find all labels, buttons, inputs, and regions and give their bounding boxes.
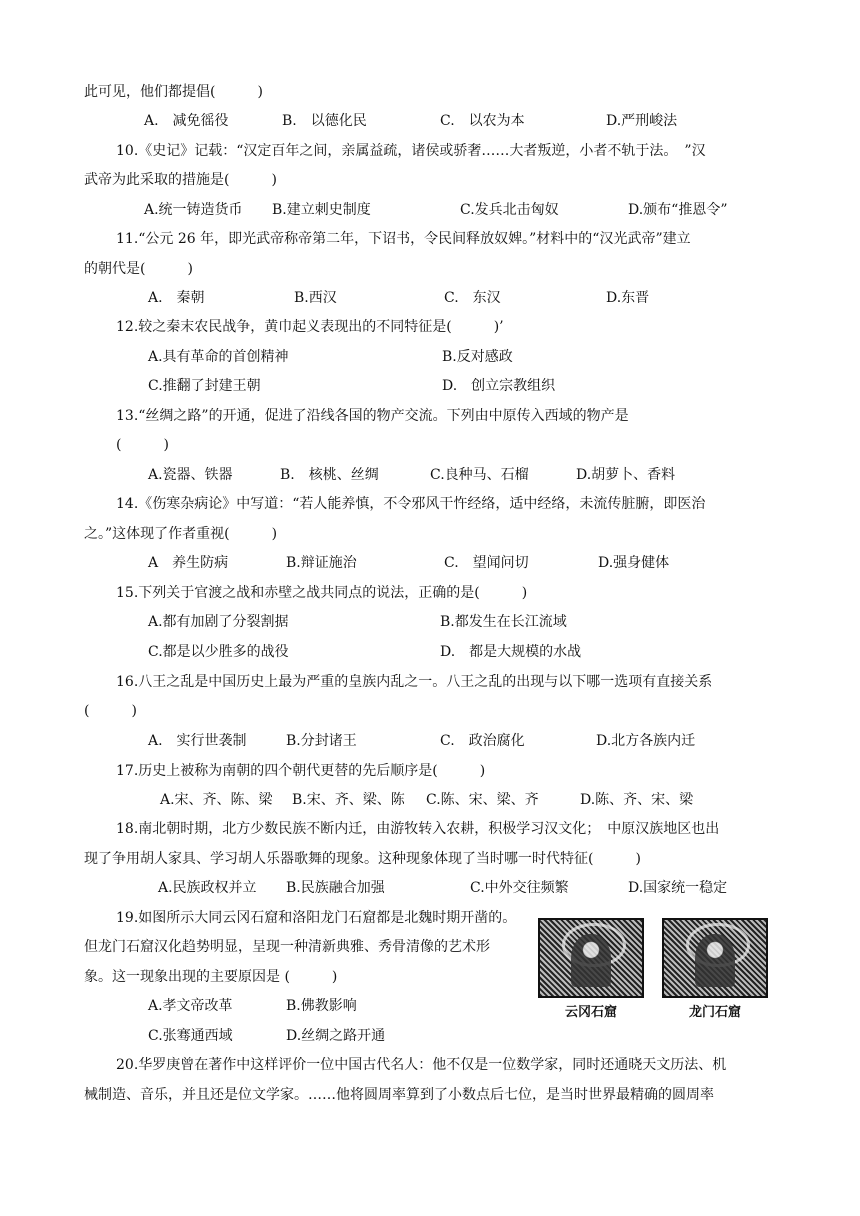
option-q13-a: A.瓷器、铁器: [148, 467, 233, 483]
option-q15-a: A.都有加剧了分裂割据: [148, 614, 289, 630]
question-13: 13.“丝绸之路”的开通，促进了沿线各国的物产交流。下列由中原传入西域的物产是: [116, 408, 629, 424]
grotto-figure: [536, 916, 772, 1028]
option-q19-a: A.孝文帝改革: [148, 998, 233, 1014]
option-q15-d: D. 都是大规模的水战: [440, 644, 582, 660]
option-q10-d: D.颁布“推恩令”: [628, 202, 728, 218]
question-10: 10.《史记》记载：“汉定百年之间，亲属益疏，诸侯或骄奢……大者叛逆，小者不轨于法。 ”汉: [116, 143, 706, 159]
option-q11-d: D.东晋: [606, 290, 650, 306]
option-q14-d: D.强身健体: [598, 555, 670, 571]
question-14: 14.《伤寒杂病论》中写道：“若人能养慎，不令邪风干忤经络，适中经络，未流传脏腑，即医治: [116, 496, 706, 512]
question-text-line: 此可见，他们都提倡( ): [84, 84, 263, 100]
option-q9-a: A. 减免徭役: [144, 113, 229, 129]
option-q10-a: A.统一铸造货币: [144, 202, 243, 218]
option-q16-d: D.北方各族内迁: [596, 733, 696, 749]
option-q14-b: B.辩证施治: [286, 555, 357, 571]
option-q10-c: C.发兵北击匈奴: [460, 202, 559, 218]
yungang-caption: 云冈石窟: [564, 1005, 617, 1020]
option-q17-a: A.宋、齐、陈、梁: [160, 792, 273, 808]
question-10-cont: 武帝为此采取的措施是( ): [84, 172, 277, 188]
question-20-cont: 械制造、音乐，并且还是位文学家。……他将圆周率算到了小数点后七位，是当时世界最精确的圆周率: [84, 1087, 714, 1103]
option-q19-c: C.张骞通西域: [148, 1028, 233, 1044]
option-q13-c: C.良种马、石榴: [430, 467, 529, 483]
option-q16-c: C. 政治腐化: [440, 733, 525, 749]
option-q11-c: C. 东汉: [444, 290, 501, 306]
option-q13-d: D.胡萝卜、香料: [576, 467, 676, 483]
option-q14-c: C. 望闻问切: [444, 555, 529, 571]
option-q10-b: B.建立刺史制度: [272, 202, 371, 218]
option-q18-d: D.国家统一稳定: [628, 880, 728, 896]
option-q18-c: C.中外交往频繁: [470, 880, 569, 896]
question-15: 15.下列关于官渡之战和赤壁之战共同点的说法，正确的是( ): [116, 585, 528, 601]
question-19-cont2: 象。这一现象出现的主要原因是 ( ): [84, 969, 338, 985]
question-13-cont: ( ): [116, 437, 169, 453]
question-11-cont: 的朝代是( ): [84, 261, 193, 277]
yungang-grotto-photo: [538, 918, 644, 998]
option-q17-d: D.陈、齐、宋、梁: [580, 792, 694, 808]
question-14-cont: 之。”这体现了作者重视( ): [84, 526, 278, 542]
option-q14-a: A 养生防病: [148, 555, 229, 571]
option-q17-b: B.宋、齐、梁、陈: [292, 792, 405, 808]
option-q19-b: B.佛教影响: [286, 998, 357, 1014]
option-q9-c: C. 以农为本: [440, 113, 525, 129]
question-16-cont: ( ): [84, 703, 137, 719]
longmen-caption: 龙门石窟: [688, 1005, 741, 1020]
option-q15-b: B.都发生在长江流域: [440, 614, 567, 630]
option-q17-c: C.陈、宋、梁、齐: [426, 792, 539, 808]
option-q12-d: D. 创立宗教组织: [442, 378, 556, 394]
option-q13-b: B. 核桃、丝绸: [280, 467, 379, 483]
option-q12-c: C.推翻了封建王朝: [148, 378, 261, 394]
option-q9-d: D.严刑峻法: [606, 113, 678, 129]
question-16: 16.八王之乱是中国历史上最为严重的皇族内乱之一。八王之乱的出现与以下哪一选项有直接关系: [116, 674, 713, 690]
option-q18-b: B.民族融合加强: [286, 880, 385, 896]
option-q15-c: C.都是以少胜多的战役: [148, 644, 289, 660]
question-18: 18.南北朝时期，北方少数民族不断内迁，由游牧转入农耕，积极学习汉文化； 中原汉族地区也出: [116, 821, 720, 837]
question-12: 12.较之秦末农民战争，黄巾起义表现出的不同特征是( )’: [116, 319, 504, 335]
question-17: 17.历史上被称为南朝的四个朝代更替的先后顺序是( ): [116, 763, 486, 779]
option-q18-a: A.民族政权并立: [158, 880, 257, 896]
option-q9-b: B. 以德化民: [282, 113, 367, 129]
option-q12-a: A.具有革命的首创精神: [148, 349, 289, 365]
option-q11-b: B.西汉: [294, 290, 337, 306]
longmen-grotto-photo: [662, 918, 768, 998]
option-q19-d: D.丝绸之路开通: [286, 1028, 386, 1044]
question-20: 20.华罗庚曾在著作中这样评价一位中国古代名人：他不仅是一位数学家，同时还通晓天文历法、机: [116, 1057, 727, 1073]
option-q11-a: A. 秦朝: [148, 290, 205, 306]
option-q12-b: B.反对感政: [442, 349, 513, 365]
option-q16-b: B.分封诸王: [286, 733, 357, 749]
question-11: 11.“公元 26 年，即光武帝称帝第二年，下诏书，令民间释放奴婢。”材料中的“汉光武帝”建立: [116, 231, 691, 247]
question-18-cont: 现了争用胡人家具、学习胡人乐器歌舞的现象。这种现象体现了当时哪一时代特征( ): [84, 851, 641, 867]
question-19-cont: 但龙门石窟汉化趋势明显，呈现一种清新典雅、秀骨清像的艺术形: [84, 939, 490, 955]
question-19: 19.如图所示大同云冈石窟和洛阳龙门石窟都是北魏时期开凿的。: [116, 910, 517, 926]
option-q16-a: A. 实行世袭制: [148, 733, 247, 749]
